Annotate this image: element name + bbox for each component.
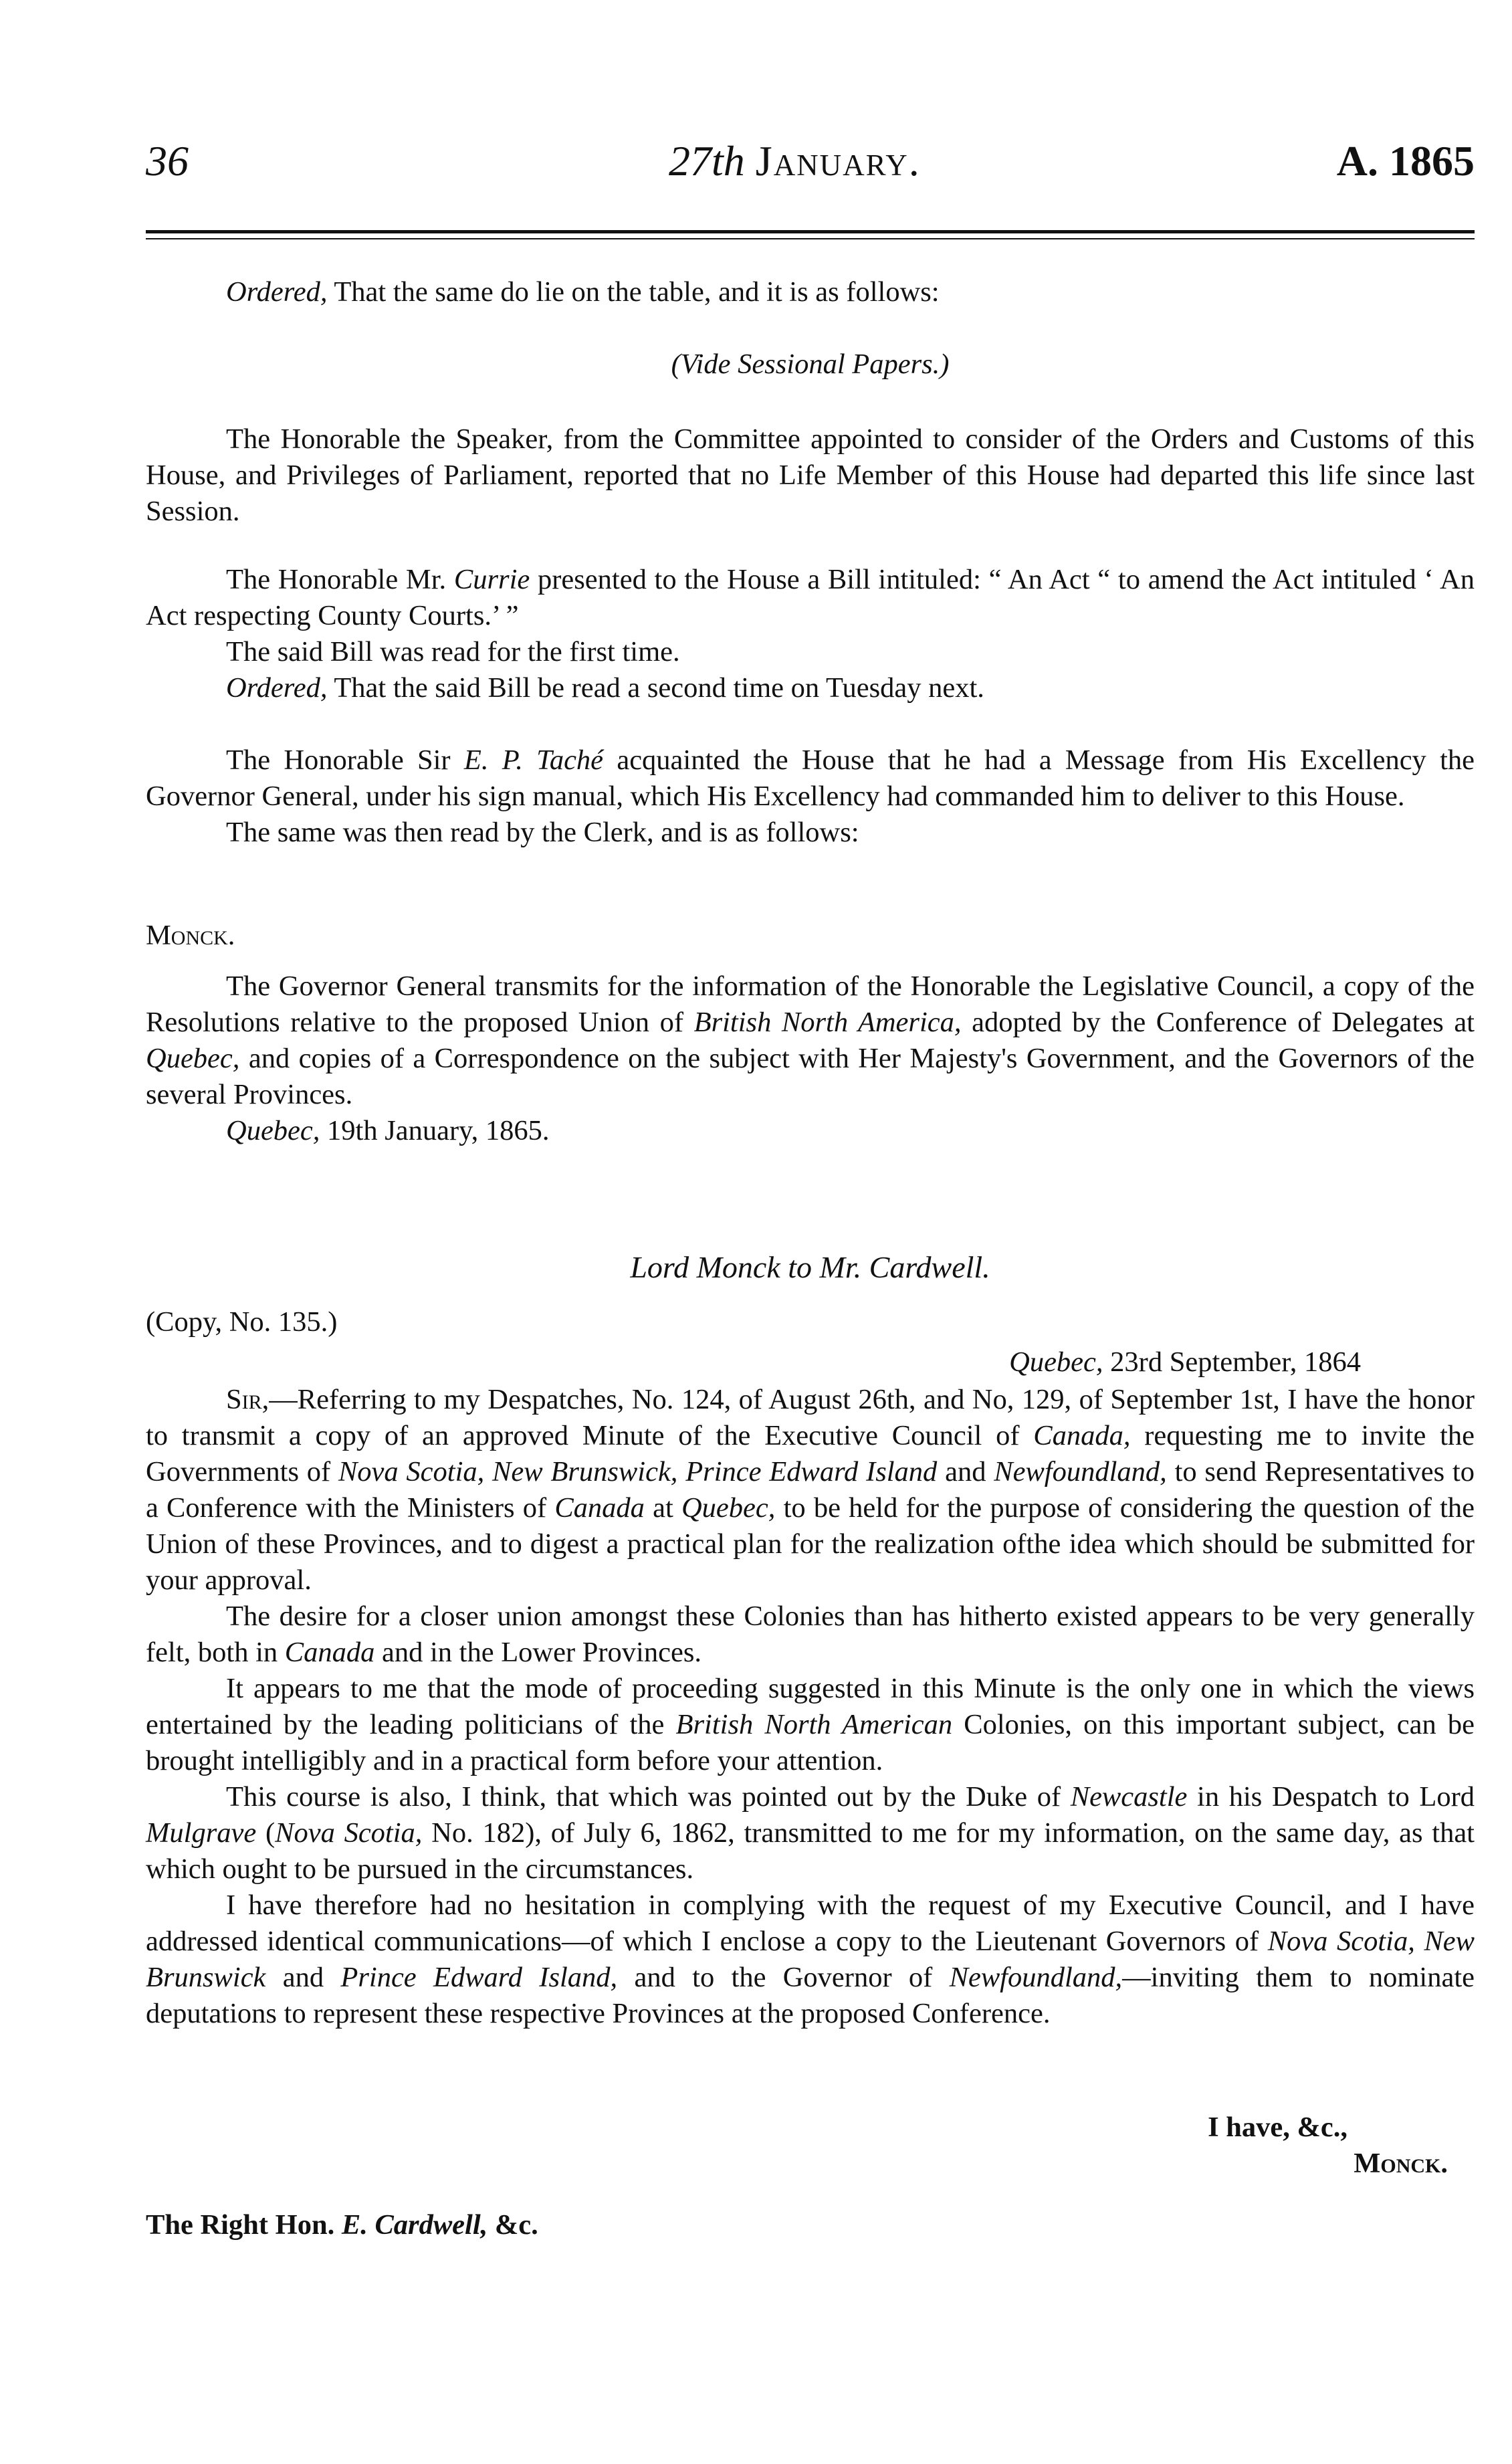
tache-paragraph [146,742,1475,851]
letter-title-text: Lord Monck to Mr. Cardwell. [630,1250,990,1284]
currie-paragraph [146,562,1475,706]
letter-p1-canada: Canada, [1033,1420,1131,1451]
letter-p4-mulgrave: Mulgrave [146,1817,257,1849]
vide-note [146,346,1475,383]
message-paragraph [146,968,1475,1149]
letter-p2-a: The desire for a closer union amongst these Colonies than has hitherto existed appears to be very generally felt, both in [146,1601,1475,1668]
monck-heading [146,918,1475,954]
currie-before: The Honorable Mr. [226,564,454,595]
letter-sir: Sir, [226,1384,269,1415]
letter-date-place: Quebec, [1009,1346,1103,1378]
read-first-text: The said Bill was read for the first time. [226,636,680,668]
tache-after: acquainted the House that he had a Message from His Excellency the Governor General, under his sign manual, which His Excellency had commanded him to deliver to this House. [146,744,1475,812]
addressee-block [146,2207,1475,2243]
letter-p1-a: —Referring to my Despatches, No. 124, of August 26th, and No, 129, of September 1st, I have the honor to transmit a copy of an approved Minute of the Executive Council of [146,1384,1475,1451]
tache-before: The Honorable Sir [226,744,464,776]
letter-p4-b: in his Despatch to Lord [1187,1781,1475,1813]
message-date-text: 19th January, 1865. [320,1115,550,1146]
letter-p1-e: at [644,1492,681,1524]
letter-p1-canada2: Canada [554,1492,645,1524]
letter-p5-c: and to the Governor of [617,1962,950,1993]
message-bna: British North America, [693,1007,962,1038]
letter-p3-bna: British North American [675,1709,953,1740]
addressee-name: E. Cardwell, [341,2209,488,2241]
message-p2: adopted by the Conference of Delegates at [961,1007,1475,1038]
letter-p3-b: Colonies, on this important subject, can be brought intelligibly and in a practical form before your attention. [146,1709,1475,1776]
letter-body [146,1382,1475,2032]
addressee-prefix: The Right Hon. [146,2209,342,2241]
ordered-second-text: That the said Bill be read a second time on Tuesday next. [327,672,984,704]
letter-p4-nova-scotia: Nova Scotia, [275,1817,423,1849]
ordered-text: That the same do lie on the table, and it is as follows: [327,276,940,308]
letter-p1-f: to be held for the purpose of considering the question of the Union of these Provinces, and to digest a practical plan for the realization ofthe idea which should be submitted for your approval. [146,1492,1475,1596]
ordered-lie-paragraph [146,274,1475,310]
signature-text: Monck. [1354,2148,1448,2179]
monck-heading-text: Monck. [146,920,235,951]
letter-p1-b: requesting me to invite the Governments of [146,1420,1475,1487]
letter-p5-a: I have therefore had no hesitation in complying with the request of my Executive Council, and I have addressed identical communications—of which I enclose a copy to the Lieutenant Governors of [146,1889,1475,1957]
letter-p4-d: No. 182), of July 6, 1862, transmitted to me for my information, on the same day, as that which ought to be pursued in the circumstances. [146,1817,1475,1885]
letter-p4-c: ( [256,1817,276,1849]
ordered-label: Ordered, [226,276,328,308]
letter-date [146,1344,1475,1380]
ordered-second-label: Ordered, [226,672,328,704]
copy-number-text: (Copy, No. 135.) [146,1306,338,1338]
currie-name: Currie [453,564,530,595]
header-rule-thick [146,230,1475,233]
letter-p1-c: and [937,1456,994,1487]
letter-date-text: 23rd September, 1864 [1103,1346,1361,1378]
header-date [669,131,921,191]
letter-p2-b: and in the Lower Provinces. [374,1637,701,1668]
closing-text: I have, &c., [1208,2112,1347,2143]
closing-block [146,2110,1475,2182]
page-number: 36 [146,137,189,185]
message-p3: and copies of a Correspondence on the subject with Her Majesty's Government, and the Governors of the several Provinces. [146,1043,1475,1110]
letter-title [146,1249,1475,1286]
message-date-place: Quebec, [226,1115,320,1146]
header-date-day: 27th [669,137,756,185]
letter-p5-places: Nova Scotia, New Brunswick [146,1926,1475,1993]
letter-p5-newfoundland: Newfoundland, [949,1962,1123,1993]
addressee-suffix: &c. [488,2209,538,2241]
letter-p4-newcastle: Newcastle [1070,1781,1188,1813]
letter-p5-b: and [265,1962,341,1993]
letter-p5-d: —inviting them to nominate deputations to represent these respective Provinces at the proposed Conference. [146,1962,1475,2029]
letter-p4-a: This course is also, I think, that which was pointed out by the Duke of [226,1781,1071,1813]
copy-number [146,1304,1475,1340]
currie-after: presented to the House a Bill intituled: “ An Act “ to amend the Act intituled ‘ An Act respecting County Courts.’ ” [146,564,1475,631]
speaker-paragraph [146,421,1475,530]
message-p1: The Governor General transmits for the information of the Honorable the Legislative Council, a copy of the Resolutions relative to the proposed Union of [146,970,1475,1038]
read-clerk-text: The same was then read by the Clerk, and is as follows: [226,817,859,848]
speaker-text: The Honorable the Speaker, from the Committee appointed to consider of the Orders and Customs of this House, and Privileges of Parliament, reported that no Life Member of this House had departed this life since last Session. [146,423,1475,527]
header-year: A. 1865 [1336,137,1475,185]
letter-p1-d: to send Representatives to a Conference with the Ministers of [146,1456,1475,1524]
letter-p3-a: It appears to me that the mode of proceeding suggested in this Minute is the only one in which the views entertained by the leading politicians of the [146,1673,1475,1740]
letter-p1-quebec: Quebec, [681,1492,776,1524]
letter-p1-newfoundland: Newfoundland, [994,1456,1167,1487]
letter-p1-places: Nova Scotia, New Brunswick, Prince Edward Island [338,1456,938,1487]
header-rule-thin [146,238,1475,239]
vide-text: (Vide Sessional Papers.) [671,348,950,380]
message-quebec: Quebec, [146,1043,240,1074]
tache-name: E. P. Taché [463,744,604,776]
letter-p5-pei: Prince Edward Island, [340,1962,618,1993]
letter-p2-canada: Canada [284,1637,375,1668]
header-date-month: January. [755,137,921,185]
